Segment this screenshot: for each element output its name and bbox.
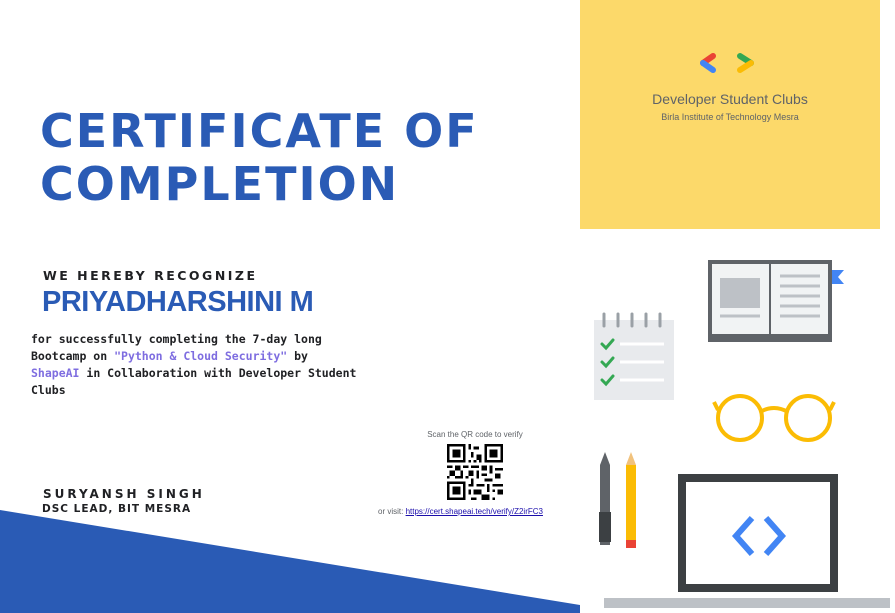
course-name: "Python & Cloud Security" (114, 349, 288, 363)
qr-code-icon[interactable] (447, 444, 503, 500)
org-institute: Birla Institute of Technology Mesra (661, 112, 799, 122)
verify-url-link[interactable]: https://cert.shapeai.tech/verify/Z2irFC3 (405, 507, 543, 516)
desc-part-2: by (287, 349, 308, 363)
laptop-icon (604, 474, 890, 608)
qr-caption: Scan the QR code to verify (427, 430, 523, 439)
title-line-1: CERTIFICATE OF (40, 104, 479, 158)
org-name: Developer Student Clubs (652, 91, 808, 107)
signatory-name: SURYANSH SINGH (43, 487, 205, 501)
glasses-icon (714, 396, 834, 440)
desc-part-1: for successfully completing the 7-day long Bootcamp on (31, 332, 322, 363)
signatory-role: DSC LEAD, BIT MESRA (42, 503, 192, 515)
verify-link-row (378, 507, 543, 516)
pencils-icon (599, 452, 636, 548)
illustrations (590, 240, 890, 613)
desc-part-3: in Collaboration with Developer Student Clubs (31, 366, 357, 397)
recipient-name: PRIYADHARSHINI M (42, 286, 314, 318)
visit-label: or visit: (378, 507, 404, 516)
recognize-label: WE HEREBY RECOGNIZE (43, 268, 258, 283)
partner-name: ShapeAI (31, 366, 80, 380)
open-book-icon (708, 260, 844, 342)
title-line-2: COMPLETION (40, 157, 400, 211)
checklist-icon (594, 314, 674, 400)
